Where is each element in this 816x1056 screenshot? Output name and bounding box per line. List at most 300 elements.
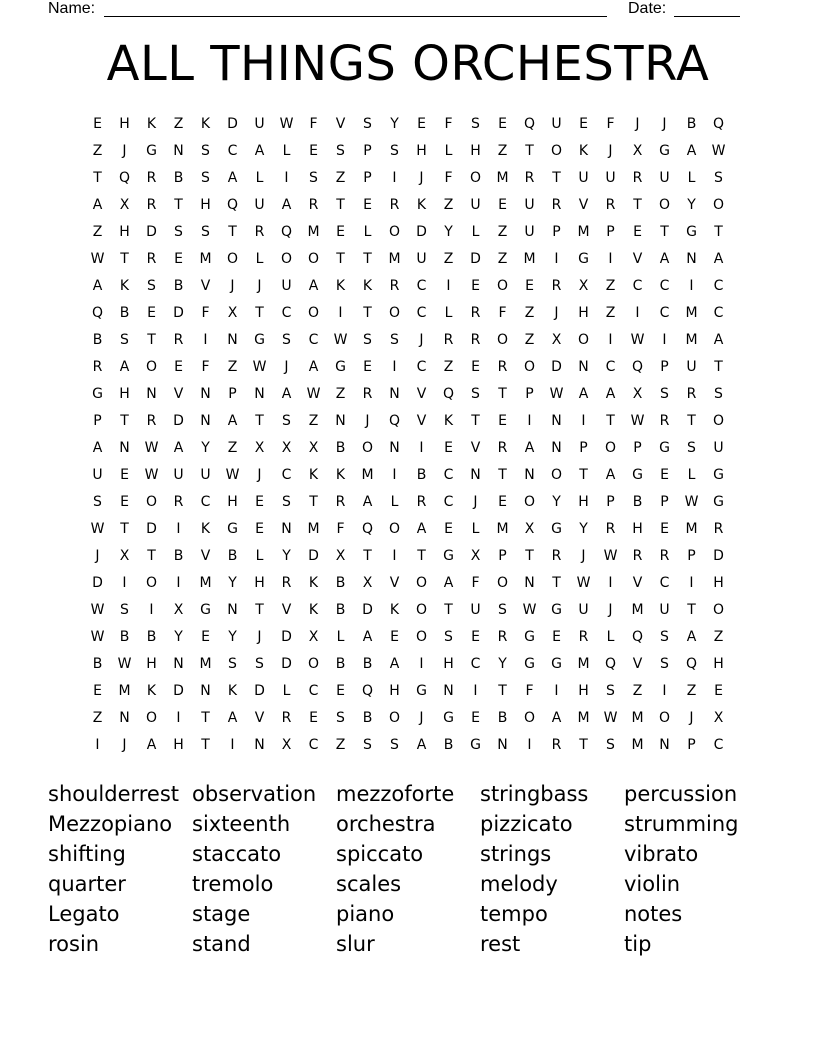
grid-letter: R [362,386,373,402]
grid-letter: V [632,251,643,267]
grid-letter: X [578,278,589,294]
grid-letter: K [119,278,130,294]
grid-letter: D [146,521,157,537]
grid-letter: M [496,521,509,537]
grid-letter: S [282,413,291,429]
grid-letter: I [473,683,478,699]
grid-letter: R [173,332,184,348]
grid-letter: Z [443,197,454,213]
grid-letter: L [444,305,453,321]
grid-letter: E [417,116,426,132]
grid-letter: T [363,305,372,321]
grid-letter: T [417,548,426,564]
grid-letter: N [146,386,157,402]
grid-letter: F [336,521,345,537]
grid-letter: G [524,629,535,645]
grid-letter: R [173,494,184,510]
grid-letter: I [608,251,613,267]
grid-letter: X [632,143,643,159]
grid-letter: B [335,575,346,591]
grid-letter: Q [685,656,698,672]
grid-letter: M [577,656,590,672]
grid-letter: U [551,116,562,132]
grid-letter: I [392,170,397,186]
grid-letter: G [227,521,238,537]
word-list-item: tip [624,932,652,956]
grid-letter: R [146,170,157,186]
grid-letter: T [255,305,264,321]
grid-letter: D [362,602,373,618]
grid-letter: F [606,116,615,132]
grid-letter: I [608,332,613,348]
grid-letter: C [713,278,724,294]
grid-letter: S [471,116,480,132]
grid-letter: D [173,413,184,429]
grid-letter: A [227,710,238,726]
grid-letter: A [416,521,427,537]
grid-letter: Y [579,521,588,537]
grid-letter: O [496,278,509,294]
grid-letter: Y [228,629,237,645]
grid-letter: J [257,629,262,645]
grid-letter: V [578,197,589,213]
grid-letter: I [419,440,424,456]
grid-letter: S [120,332,129,348]
grid-letter: N [335,413,346,429]
grid-letter: F [444,116,453,132]
grid-letter: J [608,602,613,618]
grid-letter: C [470,656,481,672]
grid-letter: O [712,413,725,429]
grid-letter: P [228,386,237,402]
grid-letter: P [687,548,696,564]
grid-letter: A [389,656,400,672]
grid-letter: E [120,494,129,510]
grid-letter: D [416,224,427,240]
grid-letter: K [308,575,319,591]
grid-letter: J [635,116,640,132]
grid-letter: F [201,359,210,375]
grid-letter: U [92,467,103,483]
grid-letter: N [686,251,697,267]
grid-letter: E [174,359,183,375]
grid-letter: X [632,386,643,402]
grid-letter: B [92,332,103,348]
grid-letter: Q [604,656,617,672]
grid-letter: E [390,629,399,645]
grid-letter: I [662,683,667,699]
grid-letter: C [416,278,427,294]
grid-letter: C [443,467,454,483]
word-list-item: observation [192,782,317,806]
grid-letter: R [686,386,697,402]
word-search-grid [84,114,732,762]
grid-letter: S [390,143,399,159]
grid-letter: Y [552,494,561,510]
grid-letter: O [388,305,401,321]
grid-letter: T [255,413,264,429]
grid-letter: M [199,251,212,267]
grid-letter: U [254,116,265,132]
grid-letter: S [687,440,696,456]
grid-letter: G [578,251,589,267]
grid-letter: O [388,224,401,240]
grid-letter: O [307,251,320,267]
grid-letter: B [119,305,130,321]
grid-letter: Y [228,575,237,591]
grid-letter: O [496,332,509,348]
grid-letter: A [281,197,292,213]
grid-letter: L [390,494,399,510]
grid-letter: R [470,332,481,348]
grid-letter: W [603,710,618,726]
grid-letter: N [200,386,211,402]
grid-letter: S [660,386,669,402]
grid-letter: X [524,521,535,537]
grid-letter: R [497,440,508,456]
grid-letter: B [227,548,238,564]
name-blank-line [104,16,607,17]
grid-letter: A [524,440,535,456]
grid-letter: U [713,440,724,456]
grid-letter: A [605,467,616,483]
grid-letter: E [498,413,507,429]
grid-letter: R [524,170,535,186]
grid-letter: M [577,224,590,240]
grid-letter: G [686,224,697,240]
grid-letter: K [200,521,211,537]
grid-letter: U [470,602,481,618]
grid-letter: I [176,710,181,726]
grid-letter: J [95,548,100,564]
grid-letter: L [363,224,372,240]
grid-letter: W [684,494,699,510]
word-list-item: strumming [624,812,739,836]
grid-letter: K [146,116,157,132]
grid-letter: X [119,197,130,213]
grid-letter: S [174,224,183,240]
grid-letter: Q [361,683,374,699]
grid-letter: B [443,737,454,753]
grid-letter: E [255,494,264,510]
grid-letter: C [713,737,724,753]
grid-letter: E [93,683,102,699]
grid-letter: P [552,224,561,240]
grid-letter: E [444,521,453,537]
grid-letter: X [119,548,130,564]
grid-letter: C [227,143,238,159]
grid-letter: V [200,278,211,294]
grid-letter: Z [497,143,508,159]
word-list-item: melody [480,872,558,896]
grid-letter: X [362,575,373,591]
grid-letter: R [659,548,670,564]
grid-letter: M [685,332,698,348]
page-title: ALL THINGS ORCHESTRA [106,36,710,92]
grid-letter: G [551,602,562,618]
grid-letter: X [308,629,319,645]
grid-letter: N [524,467,535,483]
grid-letter: S [336,710,345,726]
grid-letter: V [173,386,184,402]
grid-letter: E [93,116,102,132]
grid-letter: Y [444,224,453,240]
grid-letter: N [551,413,562,429]
grid-letter: C [200,494,211,510]
grid-letter: X [281,440,292,456]
word-list-item: shoulderrest [48,782,180,806]
grid-letter: S [606,683,615,699]
grid-letter: D [281,629,292,645]
grid-letter: T [201,737,210,753]
grid-letter: T [147,548,156,564]
grid-letter: W [252,359,267,375]
grid-letter: F [525,683,534,699]
grid-letter: T [147,332,156,348]
grid-letter: T [498,683,507,699]
grid-letter: C [416,359,427,375]
grid-letter: T [660,224,669,240]
grid-letter: S [363,737,372,753]
grid-letter: H [470,143,481,159]
grid-letter: H [713,575,724,591]
grid-letter: H [119,116,130,132]
grid-letter: K [200,116,211,132]
grid-letter: L [471,521,480,537]
grid-letter: B [173,548,184,564]
grid-letter: U [605,170,616,186]
grid-letter: C [659,278,670,294]
grid-letter: H [578,305,589,321]
grid-letter: N [389,386,400,402]
grid-letter: T [687,602,696,618]
grid-letter: D [551,359,562,375]
grid-letter: B [92,656,103,672]
grid-letter: D [281,656,292,672]
grid-letter: U [254,197,265,213]
grid-letter: K [416,197,427,213]
grid-letter: J [419,332,424,348]
word-list-item: quarter [48,872,126,896]
grid-letter: R [443,332,454,348]
grid-letter: H [173,737,184,753]
grid-letter: J [473,494,478,510]
grid-letter: C [416,305,427,321]
grid-letter: W [711,143,726,159]
grid-letter: S [498,602,507,618]
grid-letter: H [632,521,643,537]
grid-letter: N [281,521,292,537]
grid-letter: B [362,656,373,672]
grid-letter: O [658,197,671,213]
grid-letter: O [388,521,401,537]
grid-letter: W [90,602,105,618]
grid-letter: G [551,521,562,537]
grid-letter: I [689,575,694,591]
grid-letter: A [227,170,238,186]
grid-letter: Z [632,683,643,699]
grid-letter: W [90,251,105,267]
grid-letter: B [173,170,184,186]
grid-letter: S [390,332,399,348]
grid-letter: S [201,170,210,186]
grid-letter: T [228,224,237,240]
grid-letter: T [714,224,723,240]
grid-letter: R [389,278,400,294]
word-list-item: tremolo [192,872,274,896]
grid-letter: H [443,656,454,672]
grid-letter: Q [631,629,644,645]
grid-letter: L [255,251,264,267]
grid-letter: L [606,629,615,645]
grid-letter: W [603,548,618,564]
grid-letter: N [659,737,670,753]
grid-letter: Q [118,170,131,186]
grid-letter: R [389,197,400,213]
grid-letter: D [254,683,265,699]
grid-letter: W [225,467,240,483]
grid-letter: H [119,386,130,402]
grid-letter: D [227,116,238,132]
grid-letter: M [577,710,590,726]
grid-letter: G [335,359,346,375]
word-list-item: slur [336,932,375,956]
grid-letter: K [146,683,157,699]
grid-letter: O [226,251,239,267]
grid-letter: W [90,521,105,537]
grid-letter: S [363,116,372,132]
grid-letter: P [660,494,669,510]
grid-letter: L [687,170,696,186]
grid-letter: B [335,656,346,672]
grid-letter: N [173,656,184,672]
grid-letter: I [122,575,127,591]
grid-letter: V [389,575,400,591]
grid-letter: A [713,251,724,267]
grid-letter: I [581,413,586,429]
grid-letter: R [146,197,157,213]
grid-letter: J [419,710,424,726]
grid-letter: Q [631,359,644,375]
grid-letter: I [176,575,181,591]
grid-letter: S [660,656,669,672]
grid-letter: W [576,575,591,591]
grid-letter: E [363,359,372,375]
word-list-item: spiccato [336,842,424,866]
grid-letter: T [525,548,534,564]
grid-letter: I [338,305,343,321]
grid-letter: Z [92,143,103,159]
grid-letter: V [200,548,211,564]
grid-letter: E [120,467,129,483]
grid-letter: J [662,116,667,132]
grid-letter: V [416,413,427,429]
grid-letter: J [365,413,370,429]
grid-letter: T [687,413,696,429]
grid-letter: I [149,602,154,618]
grid-letter: O [550,143,563,159]
grid-letter: P [579,440,588,456]
grid-letter: O [145,359,158,375]
grid-letter: D [173,305,184,321]
grid-letter: Q [523,116,536,132]
grid-letter: O [307,305,320,321]
grid-letter: R [632,548,643,564]
grid-letter: K [389,602,400,618]
date-label: Date: [628,0,667,17]
grid-letter: C [659,305,670,321]
grid-letter: O [145,494,158,510]
word-list-item: piano [336,902,395,926]
grid-letter: O [577,332,590,348]
grid-letter: U [173,467,184,483]
grid-letter: W [144,467,159,483]
grid-letter: Z [524,305,535,321]
grid-letter: T [633,197,642,213]
grid-letter: X [713,710,724,726]
grid-letter: N [443,683,454,699]
grid-letter: M [496,170,509,186]
grid-letter: O [658,710,671,726]
grid-letter: V [632,575,643,591]
grid-letter: S [147,278,156,294]
grid-letter: U [686,359,697,375]
grid-letter: W [90,629,105,645]
grid-letter: K [308,602,319,618]
grid-letter: G [713,467,724,483]
grid-letter: S [660,629,669,645]
grid-letter: I [419,656,424,672]
grid-letter: E [201,629,210,645]
grid-letter: U [416,251,427,267]
grid-letter: L [471,224,480,240]
grid-letter: B [416,467,427,483]
grid-letter: R [497,359,508,375]
grid-letter: M [199,656,212,672]
word-list-item: vibrato [624,842,699,866]
grid-letter: P [525,386,534,402]
grid-letter: J [257,278,262,294]
grid-letter: G [659,143,670,159]
grid-letter: A [686,629,697,645]
grid-letter: S [228,656,237,672]
grid-letter: N [551,440,562,456]
grid-letter: X [173,602,184,618]
grid-letter: L [255,170,264,186]
grid-letter: Z [524,332,535,348]
grid-letter: A [119,359,130,375]
grid-letter: O [415,629,428,645]
grid-letter: N [119,710,130,726]
grid-letter: R [470,305,481,321]
grid-letter: L [336,629,345,645]
grid-letter: I [230,737,235,753]
grid-letter: A [254,143,265,159]
grid-letter: Y [282,548,291,564]
grid-letter: T [120,251,129,267]
grid-letter: U [578,602,589,618]
grid-letter: I [608,575,613,591]
grid-letter: Z [92,710,103,726]
grid-letter: T [471,413,480,429]
grid-letter: O [496,575,509,591]
grid-letter: Q [361,521,374,537]
grid-letter: X [335,548,346,564]
grid-letter: R [92,359,103,375]
grid-letter: J [608,143,613,159]
grid-letter: T [336,251,345,267]
grid-letter: U [470,197,481,213]
